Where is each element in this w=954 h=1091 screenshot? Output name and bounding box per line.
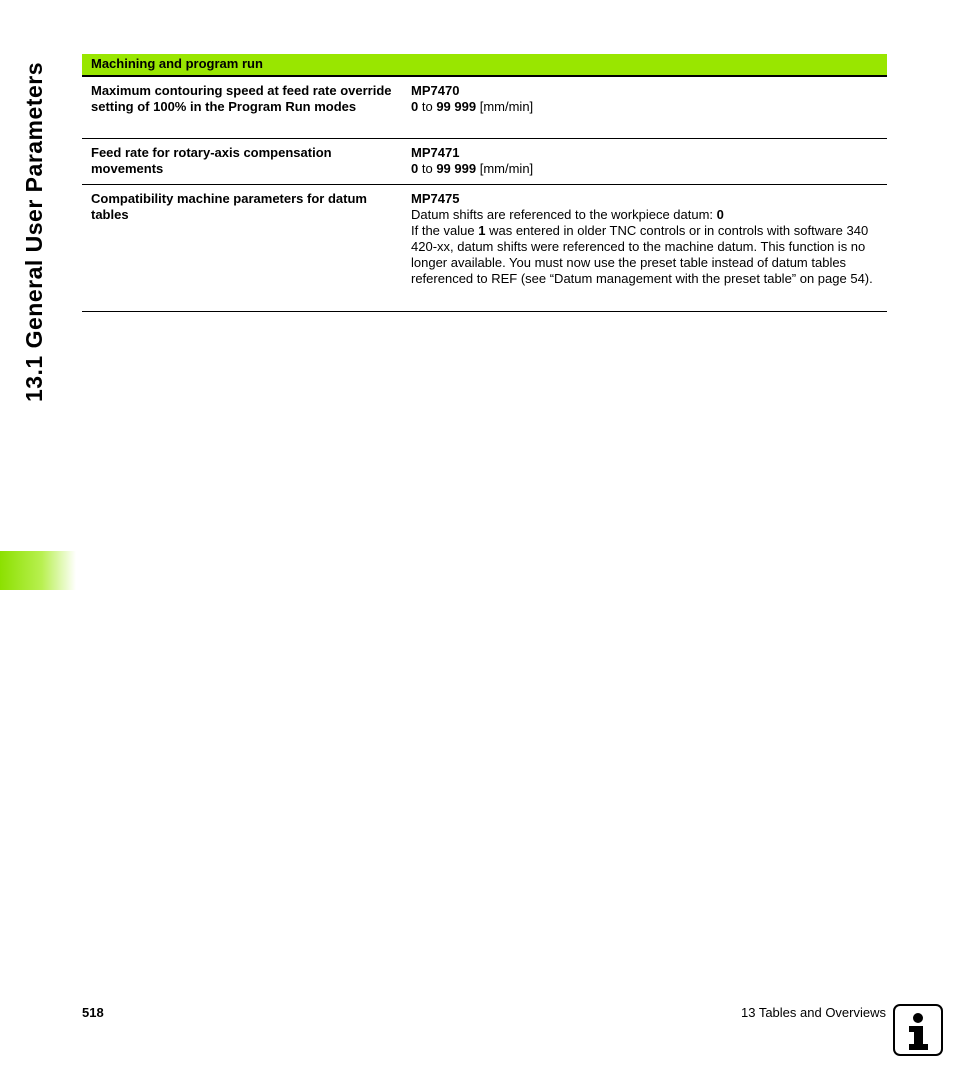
table-header: Machining and program run <box>82 54 887 77</box>
table-row <box>82 77 887 139</box>
page-number: 518 <box>82 1005 104 1020</box>
param-range: 0 to 99 999 [mm/min] <box>411 161 534 176</box>
table-row <box>82 185 887 312</box>
chapter-side-title-text: 13.1 General User Parameters <box>20 61 47 403</box>
row-value <box>402 77 887 138</box>
row-label: Compatibility machine parameters for datum tables <box>91 191 367 222</box>
parameter-table <box>82 54 887 312</box>
param-range: 0 to 99 999 [mm/min] <box>411 99 534 114</box>
row-value <box>402 185 887 311</box>
chapter-side-title <box>14 52 54 412</box>
row-value <box>402 139 887 184</box>
table-row <box>82 139 887 185</box>
param-description-line1: Datum shifts are referenced to the workpiece datum: 0 <box>411 207 724 222</box>
chapter-tab-marker <box>0 551 76 590</box>
param-id: MP7475 <box>411 191 460 206</box>
param-description-line2: If the value 1 was entered in older TNC controls or in controls with software 340 420-xx, datum shifts were referenced to the machine datum. This function is no longer available. You must now use the preset table instead of datum tables referenced to REF (see “Datum management with the preset table” on page 54). <box>411 223 873 286</box>
info-icon <box>893 1004 943 1056</box>
chapter-footer: 13 Tables and Overviews <box>740 1005 886 1020</box>
param-id: MP7470 <box>411 83 460 98</box>
row-label: Feed rate for rotary-axis compensation movements <box>91 145 332 176</box>
row-label: Maximum contouring speed at feed rate override setting of 100% in the Program Run modes <box>91 83 392 114</box>
param-id: MP7471 <box>411 145 460 160</box>
